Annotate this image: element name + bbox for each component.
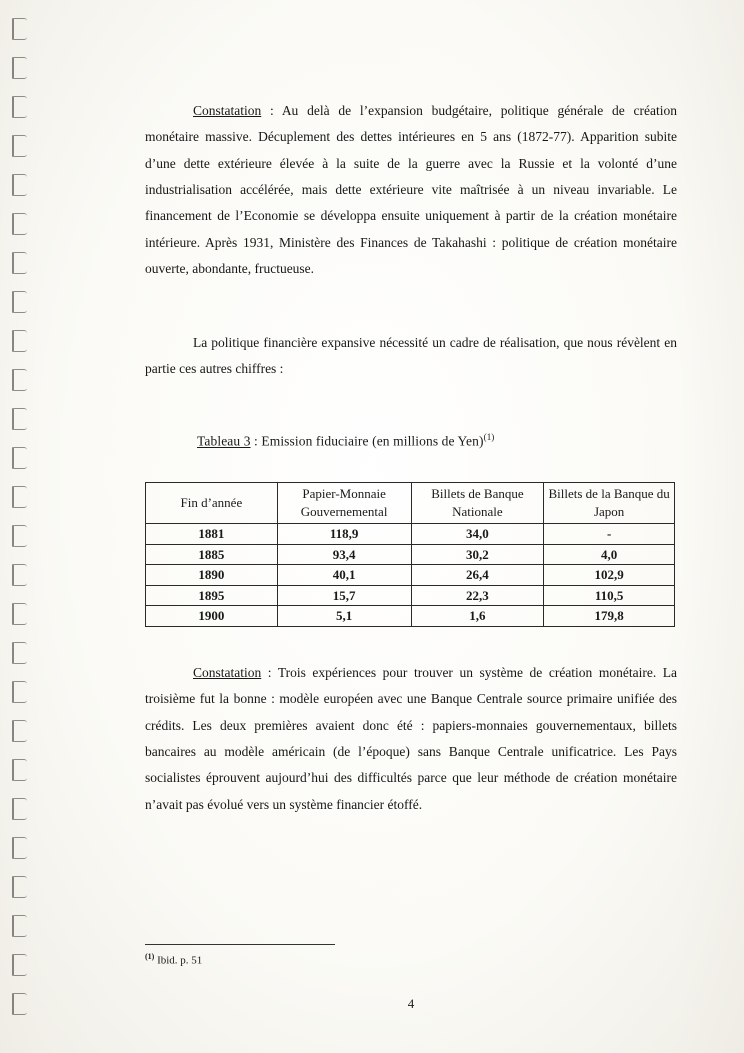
table-cell-billets-japon: 102,9 bbox=[544, 565, 675, 586]
footnote-marker: (1) bbox=[145, 952, 155, 961]
binding-hole bbox=[12, 759, 27, 781]
binding-hole bbox=[12, 720, 27, 742]
table-cell-papier-monnaie: 15,7 bbox=[277, 585, 411, 606]
table-header-cell-0: Fin d’année bbox=[146, 483, 278, 524]
table-caption bbox=[197, 432, 494, 450]
table-cell-billets-japon: 4,0 bbox=[544, 544, 675, 565]
table-cell-billets-japon: 179,8 bbox=[544, 606, 675, 627]
constatation-body-2: Trois expériences pour trouver un système de création monétaire. La troisième fut la bonne : modèle européen avec une Banque Centrale source primaire unifiée des crédits. Les deux premières avaient donc été : papiers-monnaies gouvernementaux, billets bancaires au modèle américain (de l’époque) sans Banque Centrale unificatrice. Les Pays socialistes éprouvent aujourd’hui des difficultés parce que leur méthode de création monétaire n’avait pas évolué vers un système financier étoffé. bbox=[145, 665, 677, 812]
binding-hole bbox=[12, 681, 27, 703]
binding-hole bbox=[12, 876, 27, 898]
table-header-cell-3: Billets de la Banque du Japon bbox=[544, 483, 675, 524]
binding-hole bbox=[12, 369, 27, 391]
table-row bbox=[146, 565, 675, 586]
binding-hole bbox=[12, 603, 27, 625]
table-cell-billets-japon: - bbox=[544, 524, 675, 545]
table-header-row bbox=[146, 483, 675, 524]
spiral-binding-holes bbox=[8, 18, 34, 1038]
binding-hole bbox=[12, 642, 27, 664]
binding-hole bbox=[12, 486, 27, 508]
table-cell-papier-monnaie: 40,1 bbox=[277, 565, 411, 586]
table-cell-year: 1881 bbox=[146, 524, 278, 545]
binding-hole bbox=[12, 798, 27, 820]
binding-hole bbox=[12, 447, 27, 469]
paragraph-politique-financiere: La politique financière expansive nécessité un cadre de réalisation, que nous révèlent en partie ces autres chiffres : bbox=[145, 335, 677, 377]
binding-hole bbox=[12, 96, 27, 118]
constatation-label-2: Constatation bbox=[193, 665, 262, 680]
table-header-cell-2: Billets de Banque Nationale bbox=[411, 483, 544, 524]
binding-hole bbox=[12, 525, 27, 547]
binding-hole bbox=[12, 57, 27, 79]
footnote bbox=[145, 952, 202, 967]
table-cell-year: 1895 bbox=[146, 585, 278, 606]
constatation-body-1: Au delà de l’expansion budgétaire, politique générale de création monétaire massive. Décuplement des dettes intérieures en 5 ans (1872-77). Apparition subite d’une dette extérieure élevée à la suite de la guerre avec la Russie et la volonté d’une industrialisation accélérée, mais dette extérieure vite maîtrisée à un niveau invariable. Le financement de l’Economie se développa ensuite uniquement à partir de la création monétaire intérieure. Après 1931, Ministère des Finances de Takahashi : politique de création monétaire ouverte, abondante, fructueuse. bbox=[145, 103, 677, 276]
page-number: 4 bbox=[407, 996, 415, 1011]
paragraph-block-constatation-1 bbox=[145, 98, 677, 282]
table-cell-year: 1885 bbox=[146, 544, 278, 565]
table-row bbox=[146, 606, 675, 627]
constatation-separator-1: : bbox=[261, 103, 282, 118]
table-cell-year: 1890 bbox=[146, 565, 278, 586]
table-caption-text: Emission fiduciaire (en millions de Yen) bbox=[261, 433, 484, 449]
paragraph-block-politique bbox=[145, 330, 677, 383]
footnote-separator-rule bbox=[145, 944, 335, 945]
constatation-separator-2: : bbox=[261, 665, 278, 680]
table-cell-papier-monnaie: 118,9 bbox=[277, 524, 411, 545]
binding-hole bbox=[12, 915, 27, 937]
table-row bbox=[146, 524, 675, 545]
paragraph-block-constatation-2 bbox=[145, 660, 677, 818]
binding-hole bbox=[12, 213, 27, 235]
emission-fiduciaire-table bbox=[145, 482, 675, 627]
binding-hole bbox=[12, 174, 27, 196]
document-content bbox=[145, 0, 677, 1053]
table-cell-billets-nationale: 22,3 bbox=[411, 585, 544, 606]
table-header-cell-1: Papier-Monnaie Gouvernemental bbox=[277, 483, 411, 524]
table-row bbox=[146, 585, 675, 606]
table-caption-label: Tableau 3 bbox=[197, 433, 251, 449]
binding-hole bbox=[12, 993, 27, 1015]
paragraph-constatation-2 bbox=[145, 660, 677, 818]
binding-hole bbox=[12, 18, 27, 40]
binding-hole bbox=[12, 564, 27, 586]
binding-hole bbox=[12, 291, 27, 313]
table-caption-footnote-marker: (1) bbox=[483, 432, 495, 442]
binding-hole bbox=[12, 135, 27, 157]
table-cell-papier-monnaie: 5,1 bbox=[277, 606, 411, 627]
table-cell-billets-nationale: 1,6 bbox=[411, 606, 544, 627]
table-cell-billets-nationale: 34,0 bbox=[411, 524, 544, 545]
footnote-text: Ibid. p. 51 bbox=[154, 954, 203, 967]
paragraph-constatation-1 bbox=[145, 98, 677, 282]
table-cell-billets-nationale: 30,2 bbox=[411, 544, 544, 565]
binding-hole bbox=[12, 252, 27, 274]
binding-hole bbox=[12, 330, 27, 352]
binding-hole bbox=[12, 837, 27, 859]
table-cell-papier-monnaie: 93,4 bbox=[277, 544, 411, 565]
table-cell-billets-nationale: 26,4 bbox=[411, 565, 544, 586]
table-caption-separator: : bbox=[250, 433, 262, 449]
table-cell-year: 1900 bbox=[146, 606, 278, 627]
binding-hole bbox=[12, 954, 27, 976]
constatation-label-1: Constatation bbox=[193, 103, 262, 118]
table-row bbox=[146, 544, 675, 565]
table-cell-billets-japon: 110,5 bbox=[544, 585, 675, 606]
binding-hole bbox=[12, 408, 27, 430]
